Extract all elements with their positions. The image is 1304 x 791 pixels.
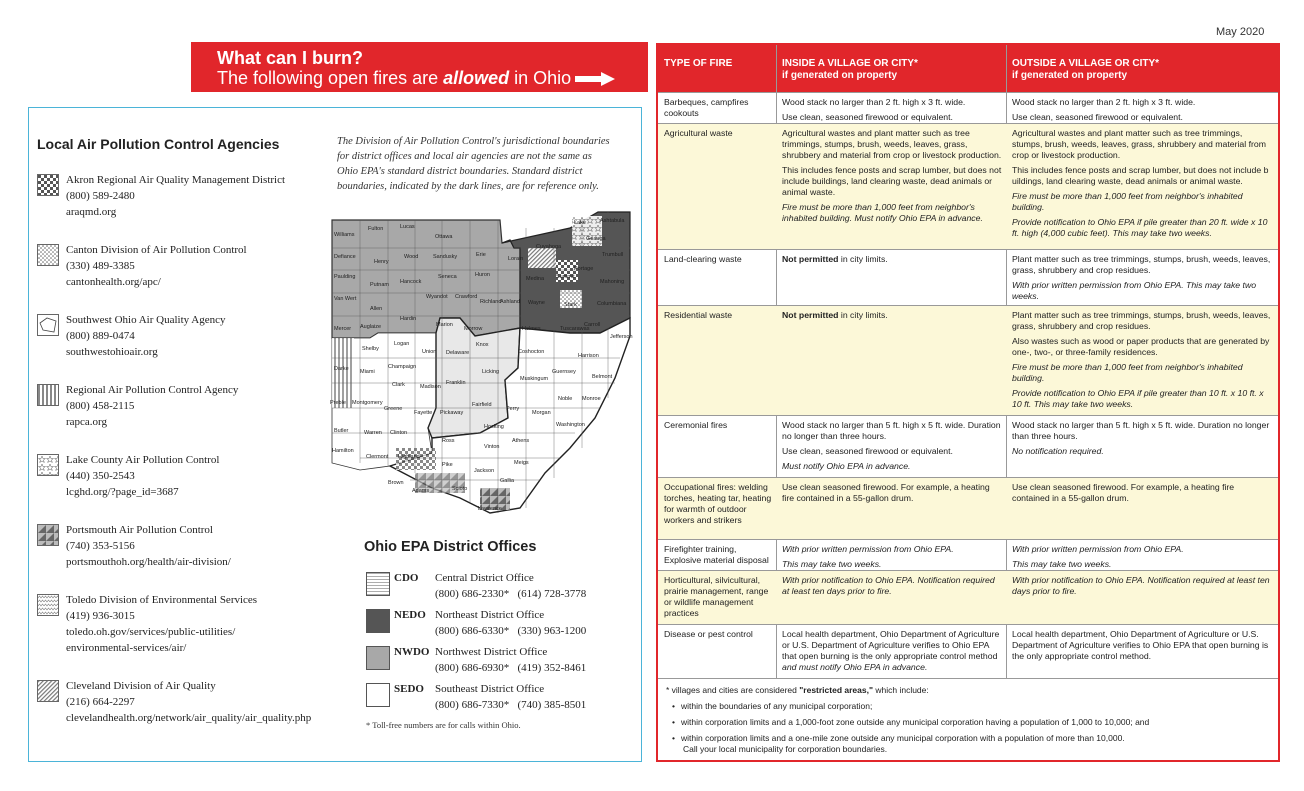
svg-text:Clark: Clark (392, 382, 405, 388)
agency-canton: Canton Division of Air Pollution Control (330) 489-3385 cantonhealth.org/apc/ (37, 242, 247, 290)
agency-link[interactable]: araqmd.org (66, 206, 117, 218)
svg-text:Hamilton: Hamilton (332, 448, 354, 454)
svg-text:Defiance: Defiance (334, 254, 356, 260)
svg-text:Noble: Noble (558, 396, 573, 402)
outside-city-cell: Wood stack no larger than 5 ft. high x 5 ft. wide. Duration no longer than three hours. No notification required. (1012, 420, 1270, 456)
outline-swatch-icon (37, 314, 59, 336)
svg-text:Pickaway: Pickaway (440, 410, 464, 416)
svg-text:Pike: Pike (442, 462, 453, 468)
svg-text:Ottawa: Ottawa (435, 234, 453, 240)
svg-text:Lucas: Lucas (400, 224, 415, 230)
agency-regional: Regional Air Pollution Control Agency (800) 458-2115 rapca.org (37, 382, 238, 430)
inside-city-cell: Wood stack no larger than 2 ft. high x 3 ft. wide. Use clean, seasoned firewood or equivalent. (782, 97, 966, 122)
svg-text:Portage: Portage (574, 266, 594, 272)
fire-type-cell: Disease or pest control (664, 629, 753, 639)
jurisdiction-note: The Division of Air Pollution Control's jurisdictional boundaries for district offices and local air agencies are not the same as Ohio EPA's standard district boundaries. Standard district boundaries, indicated by the dark lines, are for reference only. (337, 136, 610, 192)
svg-text:Miami: Miami (360, 369, 375, 375)
table-row (658, 415, 1278, 477)
table-row (658, 477, 1278, 539)
svg-text:Mercer: Mercer (334, 326, 352, 332)
district-cdo: CDO Central District Office (800) 686-2330* (614) 728-3778 (366, 570, 586, 602)
star-swatch-icon (37, 454, 59, 476)
map-rapca-area (332, 338, 354, 408)
svg-text:Delaware: Delaware (446, 350, 470, 356)
svg-text:Meigs: Meigs (514, 460, 529, 466)
table-row (658, 570, 1278, 624)
map-cleveland-area (528, 248, 556, 268)
table-row (658, 624, 1278, 678)
title-banner (191, 42, 648, 92)
svg-text:Wyandot: Wyandot (426, 294, 448, 300)
svg-text:Geauga: Geauga (586, 236, 606, 242)
agency-link[interactable]: environmental-services/air/ (66, 642, 187, 654)
svg-text:Clinton: Clinton (390, 430, 408, 436)
agency-toledo: Toledo Division of Environmental Services (419) 936-3015 toledo.oh.gov/services/public-utilities/ environmental-services/air/ (37, 592, 257, 656)
agency-link[interactable]: rapca.org (66, 416, 108, 428)
district-sedo: SEDO Southeast District Office (800) 686-7330* (740) 385-8501 (366, 681, 586, 713)
svg-text:Cuyahoga: Cuyahoga (536, 244, 562, 250)
inside-city-cell: Not permitted in city limits. (782, 254, 888, 264)
agency-link[interactable]: portsmouthoh.org/health/air-division/ (66, 556, 231, 568)
fire-type-cell: Land-clearing waste (664, 254, 742, 264)
svg-text:Marion: Marion (436, 322, 453, 328)
svg-text:Putnam: Putnam (370, 282, 389, 288)
agency-link[interactable]: toledo.oh.gov/services/public-utilities/ (66, 626, 236, 638)
svg-text:Medina: Medina (526, 276, 545, 282)
svg-text:Hardin: Hardin (400, 316, 417, 322)
publication-date: May 2020 (1216, 26, 1265, 38)
svg-text:Monroe: Monroe (582, 396, 601, 402)
outside-city-cell: Wood stack no larger than 2 ft. high x 3 ft. wide. Use clean, seasoned firewood or equivalent. (1012, 97, 1196, 122)
svg-text:Madison: Madison (420, 384, 441, 390)
agency-southwest: Southwest Ohio Air Quality Agency (800) 889-0474 southwestohioair.org (37, 312, 226, 360)
outside-city-cell: With prior written permission from Ohio EPA. This may take two weeks. (1012, 544, 1184, 569)
svg-text:Seneca: Seneca (438, 274, 457, 280)
svg-text:Hocking: Hocking (484, 424, 504, 430)
cdo-swatch-icon (366, 572, 390, 596)
table-row (658, 123, 1278, 249)
footnotes: * villages and cities are considered "restricted areas," which include: • within the boundaries of any municipal corporation; • within corporation limits and a 1,000-foot zone outside any municipal corporation having a population of 1,000 to 10,000; and • within corporation limits and a one-mile zone outside any municipal corporation with a population of more than 10,000. Call your local municipality for corporation boundaries. (658, 678, 1278, 760)
svg-text:Preble: Preble (330, 400, 346, 406)
svg-text:Belmont: Belmont (592, 374, 613, 380)
fire-type-cell: Ceremonial fires (664, 420, 728, 430)
svg-text:Wayne: Wayne (528, 300, 545, 306)
svg-text:Columbiana: Columbiana (597, 301, 627, 307)
svg-text:Paulding: Paulding (334, 274, 356, 280)
svg-text:Butler: Butler (334, 428, 349, 434)
fire-type-cell: Residential waste (664, 310, 733, 320)
svg-text:Coshocton: Coshocton (518, 349, 545, 355)
svg-text:Sandusky: Sandusky (433, 254, 458, 260)
outside-city-cell: Plant matter such as tree trimmings, stumps, brush, weeds, leaves, grass, shrubbery and crop residues. Also wastes such as wood or paper products that are generated by one-, two-, or three-family residences. Fire must be more than 1,000 feet from neighbor's inhabited building. Provide notification to Ohio EPA if pile greater than 10 ft. x 10 ft. x 10 ft. This may take two weeks. (1012, 310, 1271, 409)
svg-text:Tuscarawas: Tuscarawas (560, 326, 590, 332)
svg-text:Henry: Henry (374, 259, 389, 265)
header-inside: INSIDE A VILLAGE OR CITY* if generated on property (782, 58, 918, 81)
header-outside: OUTSIDE A VILLAGE OR CITY* if generated on property (1012, 58, 1160, 81)
svg-text:Williams: Williams (334, 232, 355, 238)
fire-type-cell: Horticultural, silvicultural, prairie management, range or wildlife management practices (664, 575, 769, 618)
outside-city-cell: Plant matter such as tree trimmings, stumps, brush, weeds, leaves, grass, shrubbery and crop residues. With prior written permission from Ohio EPA. This may take two weeks. (1012, 254, 1271, 301)
agency-link[interactable]: southwestohioair.org (66, 346, 158, 358)
svg-text:Warren: Warren (364, 430, 382, 436)
svg-text:Hancock: Hancock (400, 279, 422, 285)
svg-text:Muskingum: Muskingum (520, 376, 549, 382)
agency-link[interactable]: cantonhealth.org/apc/ (66, 276, 161, 288)
district-nwdo: NWDO Northwest District Office (800) 686-6930* (419) 352-8461 (366, 644, 586, 676)
burn-rules-table (656, 43, 1280, 762)
district-nedo: NEDO Northeast District Office (800) 686-6330* (330) 963-1200 (366, 607, 586, 639)
svg-text:Allen: Allen (370, 306, 383, 312)
svg-text:Ashland: Ashland (500, 299, 520, 305)
fire-type-cell: Barbeques, campfires cookouts (664, 97, 749, 118)
triangle-swatch-icon (37, 524, 59, 546)
svg-text:Vinton: Vinton (484, 444, 500, 450)
stripe-swatch-icon (37, 384, 59, 406)
agency-link[interactable]: clevelandhealth.org/network/air_quality/air_quality.php (66, 712, 312, 724)
svg-text:Wood: Wood (404, 254, 419, 260)
svg-text:Knox: Knox (476, 342, 489, 348)
svg-text:Harrison: Harrison (578, 353, 599, 359)
svg-text:Mahoning: Mahoning (600, 279, 625, 285)
footnote-bullet: • within corporation limits and a 1,000-foot zone outside any municipal corporation having a population of 1,000 to 10,000; and (672, 717, 1150, 727)
svg-text:Jefferson: Jefferson (610, 334, 633, 340)
fire-type-cell: Occupational fires: welding torches, heating tar, heating for warmth of outdoor workers and strikers (664, 482, 772, 525)
zigzag-swatch-icon (37, 594, 59, 616)
svg-text:Van Wert: Van Wert (334, 296, 357, 302)
banner-subtitle: The following open fires are allowed in Ohio (217, 68, 648, 89)
svg-text:Washington: Washington (556, 422, 585, 428)
svg-text:Champaign: Champaign (388, 364, 417, 370)
svg-text:Lake: Lake (574, 220, 586, 226)
outside-city-cell: Agricultural wastes and plant matter such as tree trimmings, stumps, brush, weeds, leaves, grass, shrubbery and material from crop or livestock production. This includes fence posts and scrap lumber, but does not include b uildings, land clearing waste, dead animals or animal waste. Fire must be more than 1,000 feet from neighbor's inhabited building. Provide notification to Ohio EPA if pile greater than 20 ft. wide x 10 ft. high (4,000 cubic feet). This may take two weeks. (1012, 128, 1269, 238)
banner-title: What can I burn? (217, 48, 363, 68)
map-nwdo-region (332, 220, 520, 338)
svg-text:Erie: Erie (476, 252, 486, 258)
table-row (658, 305, 1278, 415)
svg-text:Scioto: Scioto (452, 486, 468, 492)
svg-text:Brown: Brown (388, 480, 404, 486)
inside-city-cell: With prior written permission from Ohio EPA. This may take two weeks. (782, 544, 954, 569)
svg-text:Ashtabula: Ashtabula (600, 218, 625, 224)
sedo-swatch-icon (366, 683, 390, 707)
svg-text:Jackson: Jackson (474, 468, 495, 474)
svg-text:Licking: Licking (482, 369, 500, 375)
svg-text:Trumbull: Trumbull (602, 252, 624, 258)
dotted-swatch-icon (37, 244, 59, 266)
svg-text:Adams: Adams (412, 488, 430, 494)
checker-swatch-icon (37, 174, 59, 196)
tollfree-note: * Toll-free numbers are for calls within Ohio. (366, 720, 521, 730)
svg-text:Darke: Darke (334, 366, 349, 372)
svg-text:Franklin: Franklin (446, 380, 466, 386)
svg-text:Athens: Athens (512, 438, 530, 444)
inside-city-cell: Local health department, Ohio Department of Agriculture or U.S. Department of Agriculture verifies to Ohio EPA that open burning is the only appropriate control method and must notify Ohio EPA in advance. (782, 629, 1000, 672)
inside-city-cell: Use clean seasoned firewood. For example, a heating fire contained in a 55-gallon drum. (782, 482, 990, 503)
svg-text:Perry: Perry (506, 406, 520, 412)
svg-text:Summit: Summit (556, 274, 575, 280)
outside-city-cell: Use clean seasoned firewood. For example, a heating fire contained in a 55-gallon drum. (1012, 482, 1235, 503)
diagonal-swatch-icon (37, 680, 59, 702)
table-row (658, 539, 1278, 570)
agency-akron: Akron Regional Air Quality Management District (800) 589-2480 araqmd.org (37, 172, 285, 220)
districts-title: Ohio EPA District Offices (364, 539, 537, 555)
agency-cleveland: Cleveland Division of Air Quality (216) 664-2297 clevelandhealth.org/network/air_quality/air_quality.php (37, 678, 311, 726)
svg-text:Gallia: Gallia (500, 478, 515, 484)
svg-text:Lorain: Lorain (508, 256, 524, 262)
outside-city-cell: With prior notification to Ohio EPA. Notification required at least ten days prior to fire. (1012, 575, 1270, 596)
svg-text:Auglaize: Auglaize (360, 324, 382, 330)
svg-text:Huron: Huron (475, 272, 490, 278)
nwdo-swatch-icon (366, 646, 390, 670)
svg-text:Union: Union (422, 349, 437, 355)
svg-text:Crawford: Crawford (455, 294, 478, 300)
svg-text:Morgan: Morgan (532, 410, 551, 416)
arrow-right-icon (575, 72, 615, 86)
svg-text:Richland: Richland (480, 299, 502, 305)
svg-text:Lawrence: Lawrence (478, 506, 502, 512)
svg-text:Morrow: Morrow (464, 326, 483, 332)
inside-city-cell: With prior notification to Ohio EPA. Notification required at least ten days prior to fire. (782, 575, 995, 596)
svg-text:Clermont: Clermont (366, 454, 389, 460)
table-header (658, 45, 1278, 92)
fire-type-cell: Firefighter training, Explosive material disposal (664, 544, 769, 565)
inside-city-cell: Agricultural wastes and plant matter such as tree trimmings, stumps, brush, weeds, leaves, grass, shrubbery and material from crop or livestock production. This includes fence posts and scrap lumber, but does not include buildings, land clearing waste, dead animals or animal waste. Fire must be more than 1,000 feet from neighbor's inhabited building. Must notify Ohio EPA in advance. (782, 128, 1002, 223)
agency-lake: Lake County Air Pollution Control (440) 350-2543 lcghd.org/?page_id=3687 (37, 452, 219, 500)
outside-city-cell: Local health department, Ohio Department of Agriculture or U.S. Department of Agriculture verifies to Ohio EPA that open burning is the only appropriate control method. (1012, 629, 1269, 661)
svg-text:Highland: Highland (398, 454, 420, 460)
table-row (658, 249, 1278, 305)
inside-city-cell: Not permitted in city limits. (782, 310, 888, 320)
nedo-swatch-icon (366, 609, 390, 633)
header-type: TYPE OF FIRE (664, 58, 733, 69)
inside-city-cell: Wood stack no larger than 5 ft. high x 5 ft. wide. Duration no longer than three hours. Use clean, seasoned firewood or equivalent. Must notify Ohio EPA in advance. (782, 420, 1001, 471)
agencies-title: Local Air Pollution Control Agencies (37, 136, 280, 152)
svg-text:Greene: Greene (384, 406, 403, 412)
svg-text:Logan: Logan (394, 341, 410, 347)
svg-text:Fairfield: Fairfield (472, 402, 492, 408)
svg-text:Guernsey: Guernsey (552, 369, 576, 375)
footnote-bullet: • within corporation limits and a one-mile zone outside any municipal corporation with a population of more than 10,000. Call your local municipality for corporation boundaries. (672, 733, 1125, 754)
fire-type-cell: Agricultural waste (664, 128, 733, 138)
svg-text:Fayette: Fayette (414, 410, 433, 416)
svg-text:Fulton: Fulton (368, 226, 384, 232)
svg-text:Stark: Stark (564, 302, 577, 308)
ohio-district-map (330, 208, 635, 518)
svg-text:Holmes: Holmes (522, 326, 541, 332)
agency-link[interactable]: lcghd.org/?page_id=3687 (66, 486, 179, 498)
agency-portsmouth: Portsmouth Air Pollution Control (740) 353-5156 portsmouthoh.org/health/air-division/ (37, 522, 231, 570)
footnote-bullet: • within the boundaries of any municipal corporation; (672, 701, 873, 711)
table-row (658, 92, 1278, 123)
svg-text:Shelby: Shelby (362, 346, 379, 352)
svg-text:Carroll: Carroll (584, 322, 601, 328)
svg-text:Ross: Ross (442, 438, 455, 444)
svg-text:Montgomery: Montgomery (352, 400, 383, 406)
